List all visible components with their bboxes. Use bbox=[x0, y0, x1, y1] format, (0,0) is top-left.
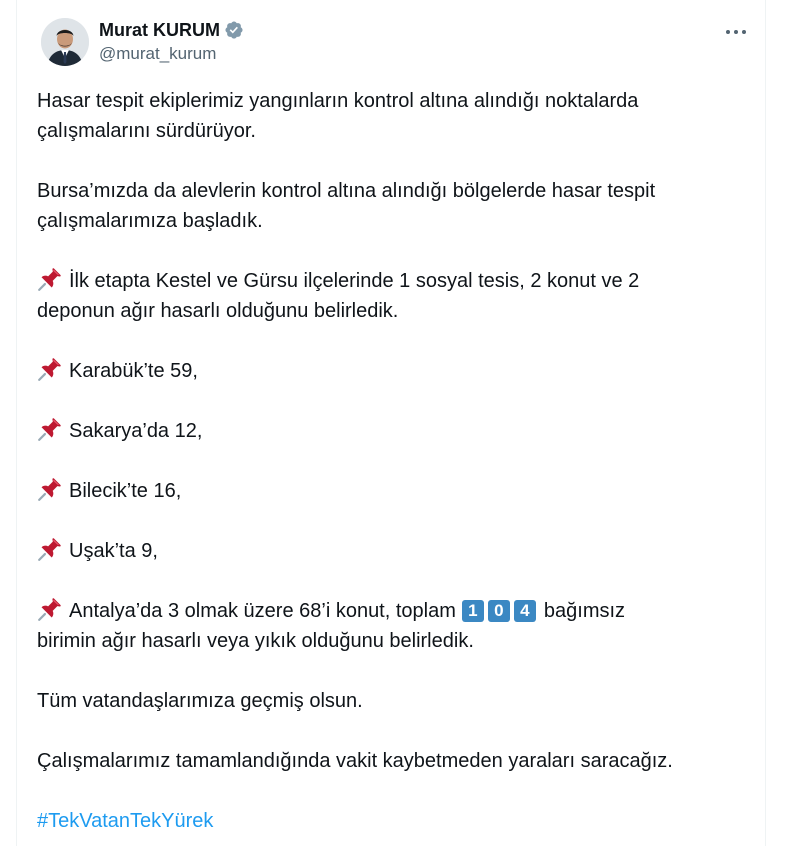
paragraph-2: Bursa’mızda da alevlerin kontrol altına alındığı bölgelerde hasar tespit çalışmalarımıza başladık. bbox=[37, 180, 656, 232]
pushpin-icon bbox=[37, 416, 63, 442]
tweet-card bbox=[16, 0, 766, 846]
more-horizontal-icon bbox=[725, 28, 747, 36]
paragraph-3: İlk etapta Kestel ve Gürsu ilçelerinde 1 sosyal tesis, 2 konut ve 2 deponun ağır hasarlı olduğunu belirledik. bbox=[37, 266, 757, 326]
verified-badge-icon bbox=[224, 20, 244, 40]
keycap-digit: 0 bbox=[488, 600, 510, 622]
paragraph-5: Sakarya’da 12, bbox=[37, 416, 757, 446]
paragraph-9: Tüm vatandaşlarımıza geçmiş olsun. bbox=[37, 690, 363, 712]
keycap-digit: 1 bbox=[462, 600, 484, 622]
paragraph-8: Antalya’da 3 olmak üzere 68’i konut, toplam 1 0 4 bağımsız birimin ağır hasarlı veya yıkık olduğunu belirledik. bbox=[37, 596, 757, 656]
paragraph-1: Hasar tespit ekiplerimiz yangınların kontrol altına alındığı noktalarda çalışmalarını sürdürüyor. bbox=[37, 90, 639, 142]
pushpin-icon bbox=[37, 536, 63, 562]
author-name[interactable]: Murat KURUM bbox=[99, 19, 220, 40]
hashtag-link[interactable]: #TekVatanTekYürek bbox=[37, 810, 214, 832]
keycap-digit: 4 bbox=[514, 600, 536, 622]
tweet-text bbox=[37, 86, 757, 866]
author-handle[interactable]: @murat_kurum bbox=[99, 44, 217, 63]
pushpin-icon bbox=[37, 266, 63, 292]
paragraph-10: Çalışmalarımız tamamlandığında vakit kaybetmeden yaraları saracağız. bbox=[37, 750, 673, 772]
more-options-button[interactable] bbox=[721, 20, 751, 44]
paragraph-4: Karabük’te 59, bbox=[37, 356, 757, 386]
keycap-number bbox=[460, 596, 538, 626]
paragraph-11 bbox=[37, 806, 757, 836]
avatar[interactable] bbox=[41, 18, 89, 66]
paragraph-7: Uşak’ta 9, bbox=[37, 536, 757, 566]
author-block bbox=[99, 18, 244, 64]
pushpin-icon bbox=[37, 596, 63, 622]
tweet-header bbox=[41, 14, 761, 70]
pushpin-icon bbox=[37, 476, 63, 502]
paragraph-6: Bilecik’te 16, bbox=[37, 476, 757, 506]
pushpin-icon bbox=[37, 356, 63, 382]
